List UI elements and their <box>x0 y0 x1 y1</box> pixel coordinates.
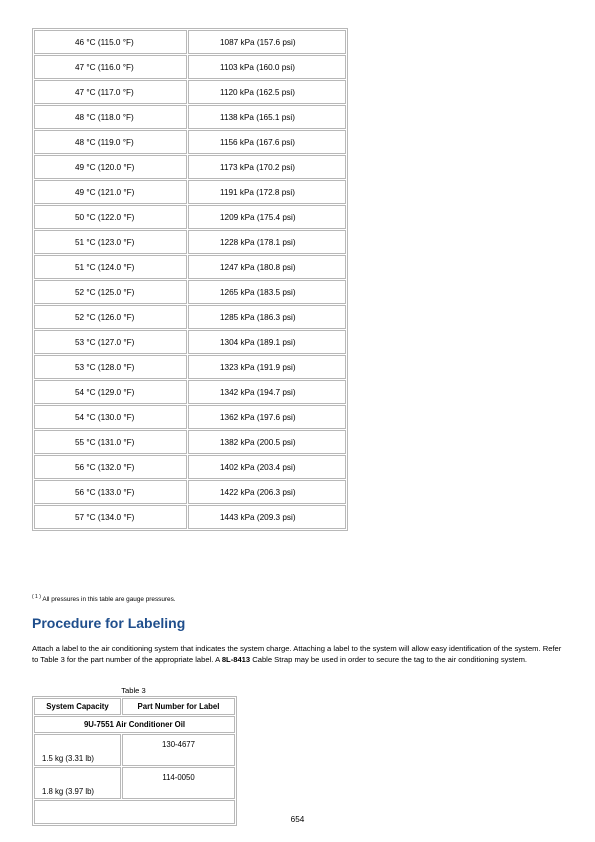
pressure-cell: 1120 kPa (162.5 psi) <box>188 80 346 104</box>
table-row <box>34 734 235 766</box>
label-table-header-row <box>34 698 235 715</box>
table-row <box>34 355 346 379</box>
pressure-cell: 1138 kPa (165.1 psi) <box>188 105 346 129</box>
temperature-cell: 55 °C (131.0 °F) <box>34 430 187 454</box>
table-row <box>34 180 346 204</box>
table-row <box>34 55 346 79</box>
group-title: 9U-7551 Air Conditioner Oil <box>34 716 235 733</box>
table-caption: Table 3 <box>121 686 146 695</box>
pressure-cell: 1209 kPa (175.4 psi) <box>188 205 346 229</box>
table-row <box>34 405 346 429</box>
table-row <box>34 130 346 154</box>
temperature-cell: 57 °C (134.0 °F) <box>34 505 187 529</box>
pressure-cell: 1173 kPa (170.2 psi) <box>188 155 346 179</box>
header-part-number: Part Number for Label <box>122 698 235 715</box>
empty-cell <box>34 800 235 824</box>
part-number-cable-strap: 8L-8413 <box>221 655 251 664</box>
pressure-cell: 1382 kPa (200.5 psi) <box>188 430 346 454</box>
pressure-cell: 1103 kPa (160.0 psi) <box>188 55 346 79</box>
pressure-table <box>32 28 348 531</box>
table-row <box>34 280 346 304</box>
table-row <box>34 205 346 229</box>
temperature-cell: 49 °C (121.0 °F) <box>34 180 187 204</box>
temperature-cell: 47 °C (116.0 °F) <box>34 55 187 79</box>
part-number-cell: 130-4677 <box>122 734 235 766</box>
header-system-capacity: System Capacity <box>34 698 121 715</box>
label-table-group-row <box>34 716 235 733</box>
pressure-cell: 1228 kPa (178.1 psi) <box>188 230 346 254</box>
section-paragraph <box>32 643 562 665</box>
footnote-marker: ( 1 ) <box>32 594 41 600</box>
table-row <box>34 105 346 129</box>
part-number-cell: 114-0050 <box>122 767 235 799</box>
section-heading: Procedure for Labeling <box>32 615 186 631</box>
temperature-cell: 48 °C (118.0 °F) <box>34 105 187 129</box>
table-row <box>34 430 346 454</box>
table-row <box>34 380 346 404</box>
pressure-cell: 1156 kPa (167.6 psi) <box>188 130 346 154</box>
pressure-cell: 1265 kPa (183.5 psi) <box>188 280 346 304</box>
temperature-cell: 47 °C (117.0 °F) <box>34 80 187 104</box>
table-row <box>34 767 235 799</box>
table-row <box>34 80 346 104</box>
table-row <box>34 455 346 479</box>
table-row <box>34 155 346 179</box>
pressure-cell: 1402 kPa (203.4 psi) <box>188 455 346 479</box>
pressure-cell: 1191 kPa (172.8 psi) <box>188 180 346 204</box>
page-number: 654 <box>290 815 305 824</box>
temperature-cell: 53 °C (128.0 °F) <box>34 355 187 379</box>
temperature-cell: 52 °C (126.0 °F) <box>34 305 187 329</box>
temperature-cell: 50 °C (122.0 °F) <box>34 205 187 229</box>
table-row <box>34 255 346 279</box>
temperature-cell: 54 °C (130.0 °F) <box>34 405 187 429</box>
pressure-cell: 1443 kPa (209.3 psi) <box>188 505 346 529</box>
temperature-cell: 51 °C (124.0 °F) <box>34 255 187 279</box>
paragraph-text-before: Attach a label to the air conditioning system that indicates the system charge. Attaching a label to the system will allow easy identification of the system. Refer to Table 3 for the part number of the appropriate label. A <box>32 644 562 664</box>
capacity-cell: 1.8 kg (3.97 lb) <box>34 767 121 799</box>
table-row <box>34 30 346 54</box>
pressure-cell: 1422 kPa (206.3 psi) <box>188 480 346 504</box>
table-row <box>34 480 346 504</box>
temperature-cell: 56 °C (133.0 °F) <box>34 480 187 504</box>
pressure-cell: 1285 kPa (186.3 psi) <box>188 305 346 329</box>
table-row <box>34 505 346 529</box>
temperature-cell: 56 °C (132.0 °F) <box>34 455 187 479</box>
pressure-cell: 1362 kPa (197.6 psi) <box>188 405 346 429</box>
temperature-cell: 54 °C (129.0 °F) <box>34 380 187 404</box>
temperature-cell: 52 °C (125.0 °F) <box>34 280 187 304</box>
temperature-cell: 46 °C (115.0 °F) <box>34 30 187 54</box>
footnote-text: All pressures in this table are gauge pressures. <box>42 596 176 603</box>
pressure-cell: 1087 kPa (157.6 psi) <box>188 30 346 54</box>
temperature-cell: 49 °C (120.0 °F) <box>34 155 187 179</box>
table-row-empty <box>34 800 235 824</box>
temperature-cell: 53 °C (127.0 °F) <box>34 330 187 354</box>
pressure-table-body <box>34 30 346 529</box>
table-row <box>34 230 346 254</box>
label-table <box>32 696 237 826</box>
pressure-cell: 1342 kPa (194.7 psi) <box>188 380 346 404</box>
pressure-cell: 1304 kPa (189.1 psi) <box>188 330 346 354</box>
temperature-cell: 48 °C (119.0 °F) <box>34 130 187 154</box>
table-footnote <box>32 594 176 603</box>
paragraph-text-after: Cable Strap may be used in order to secure the tag to the air conditioning system. <box>250 655 528 664</box>
pressure-cell: 1323 kPa (191.9 psi) <box>188 355 346 379</box>
table-row <box>34 305 346 329</box>
pressure-cell: 1247 kPa (180.8 psi) <box>188 255 346 279</box>
temperature-cell: 51 °C (123.0 °F) <box>34 230 187 254</box>
capacity-cell: 1.5 kg (3.31 lb) <box>34 734 121 766</box>
table-row <box>34 330 346 354</box>
